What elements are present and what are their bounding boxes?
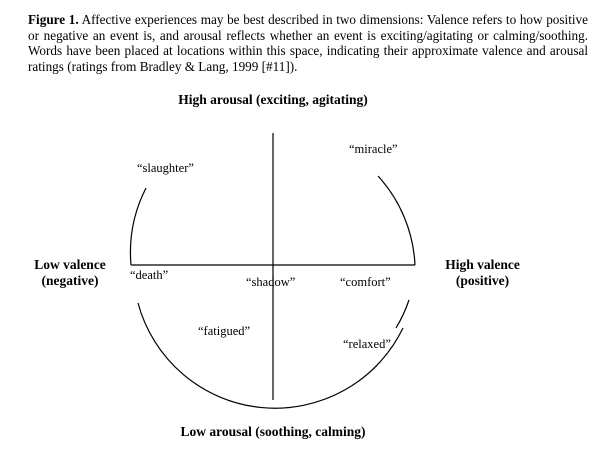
word-comfort: “comfort” (340, 275, 391, 289)
caption-text: Affective experiences may be best described in two dimensions: Valence refers to how positive or negative an event is, and arousal reflects whether an event is exciting/agitating or calming/soothing. Words have been placed at locations within this space, indicating their approximate valence and arousal ratings (ratings from Bradley & Lang, 1999 [#11]). (28, 12, 588, 74)
circle-arc-upper-left (130, 188, 146, 265)
low-valence-label (20, 257, 120, 289)
high-valence-line2: (positive) (455, 273, 510, 288)
low-arousal-label: Low arousal (soothing, calming) (180, 424, 366, 439)
word-slaughter: “slaughter” (137, 161, 194, 175)
word-miracle: “miracle” (349, 142, 398, 156)
low-valence-line2: (negative) (41, 273, 99, 288)
circle-arc-lower-right (396, 300, 409, 328)
circle-arc-upper-right (378, 176, 415, 265)
caption-label: Figure 1. (28, 12, 79, 27)
word-fatigued: “fatigued” (198, 324, 251, 338)
high-valence-line1: High valence (445, 257, 520, 272)
circle-arc-lower-left (138, 303, 403, 408)
low-valence-line1: Low valence (34, 257, 106, 272)
word-relaxed: “relaxed” (343, 337, 391, 351)
high-valence-label (430, 257, 535, 289)
word-shadow: “shadow” (246, 275, 296, 289)
high-arousal-label: High arousal (exciting, agitating) (178, 92, 368, 107)
word-death: “death” (130, 268, 169, 282)
